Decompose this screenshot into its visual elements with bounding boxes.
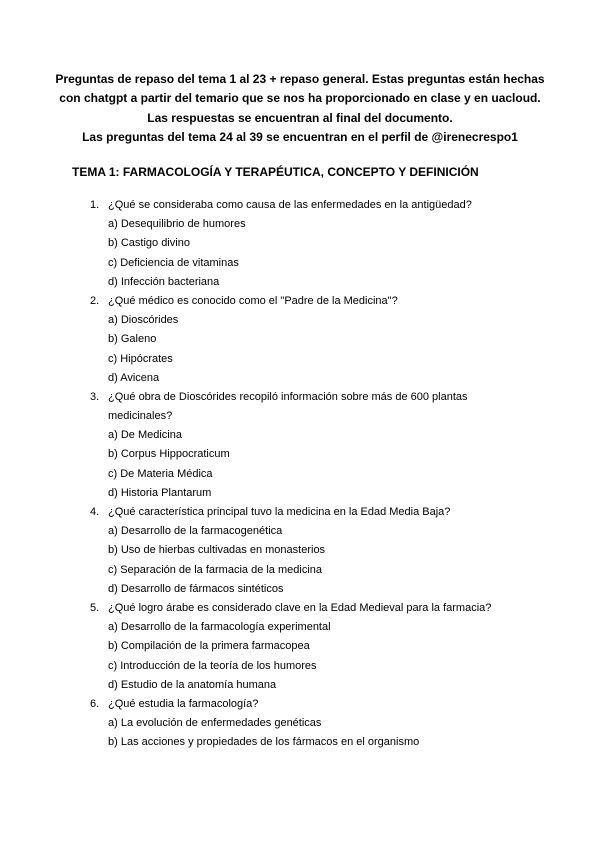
question-item: [0, 388, 600, 503]
question-line: [0, 599, 600, 618]
question-line: [0, 695, 600, 714]
question-item: [0, 196, 600, 292]
answer-option: b) Compilación de la primera farmacopea: [108, 640, 310, 653]
question-line: [0, 407, 600, 426]
answer-option: c) Separación de la farmacia de la medicina: [108, 563, 323, 576]
answer-option: b) Corpus Hippocraticum: [108, 448, 230, 461]
intro-line-1: Preguntas de repaso del tema 1 al 23 + repaso general. Estas preguntas están hechas: [55, 72, 545, 86]
section-title: TEMA 1: FARMACOLOGÍA Y TERAPÉUTICA, CONCEPTO Y DEFINICIÓN: [72, 165, 479, 179]
question-number: 2.: [90, 294, 100, 307]
answer-option: a) La evolución de enfermedades genéticas: [108, 717, 322, 730]
answer-option: b) Galeno: [108, 333, 157, 346]
answer-option: c) Deficiencia de vitaminas: [108, 256, 239, 269]
question-text: medicinales?: [108, 410, 173, 423]
question-text: ¿Qué se consideraba como causa de las enfermedades en la antigüedad?: [108, 199, 472, 211]
question-line: [0, 196, 600, 215]
answer-option: c) De Materia Médica: [108, 467, 213, 480]
question-text: ¿Qué logro árabe es considerado clave en la Edad Medieval para la farmacia?: [108, 601, 492, 614]
intro-line-3: Las respuestas se encuentran al final del documento.: [147, 110, 453, 125]
question-number: 4.: [90, 506, 100, 518]
answer-option: c) Hipócrates: [108, 352, 173, 365]
answer-option: d) Avicena: [108, 371, 160, 384]
answer-option: b) Las acciones y propiedades de los fármacos en el organismo: [108, 736, 420, 749]
answer-option: a) De Medicina: [108, 429, 182, 442]
question-line: [0, 388, 600, 407]
question-number: 1.: [90, 199, 100, 211]
intro-line-4: Las preguntas del tema 24 al 39 se encuentran en el perfil de @irenecrespo1: [82, 130, 518, 145]
question-item: [0, 503, 600, 599]
question-number: 6.: [90, 697, 100, 710]
answer-option: d) Estudio de la anatomía humana: [108, 678, 277, 691]
answer-option: c) Introducción de la teoría de los humores: [108, 659, 317, 672]
question-text: ¿Qué estudia la farmacología?: [108, 697, 259, 710]
question-line: [0, 503, 600, 522]
answer-option: d) Historia Plantarum: [108, 486, 212, 499]
answer-option: b) Uso de hierbas cultivadas en monasterios: [108, 544, 326, 557]
question-number: 5.: [90, 601, 100, 614]
answer-option: d) Desarrollo de fármacos sintéticos: [108, 582, 284, 595]
question-item: [0, 599, 600, 695]
question-line: [0, 292, 600, 311]
answer-option: a) Desequilibrio de humores: [108, 218, 246, 231]
answer-option: a) Desarrollo de la farmacogenética: [108, 525, 283, 538]
answer-option: a) Desarrollo de la farmacología experimental: [108, 621, 331, 634]
answer-option: d) Infección bacteriana: [108, 275, 220, 288]
question-list: [0, 196, 600, 752]
question-text: ¿Qué característica principal tuvo la medicina en la Edad Media Baja?: [108, 506, 451, 518]
answer-option: a) Dioscórides: [108, 314, 179, 327]
question-number: 3.: [90, 390, 100, 403]
question-text: ¿Qué médico es conocido como el "Padre de la Medicina"?: [108, 294, 398, 307]
answer-option: b) Castigo divino: [108, 237, 190, 250]
question-item: [0, 695, 600, 753]
intro-line-2: con chatgpt a partir del temario que se nos ha proporcionado en clase y en uacloud.: [59, 91, 541, 106]
intro-block: [40, 70, 560, 148]
question-item: [0, 292, 600, 388]
question-text: ¿Qué obra de Dioscórides recopiló información sobre más de 600 plantas: [108, 390, 468, 403]
